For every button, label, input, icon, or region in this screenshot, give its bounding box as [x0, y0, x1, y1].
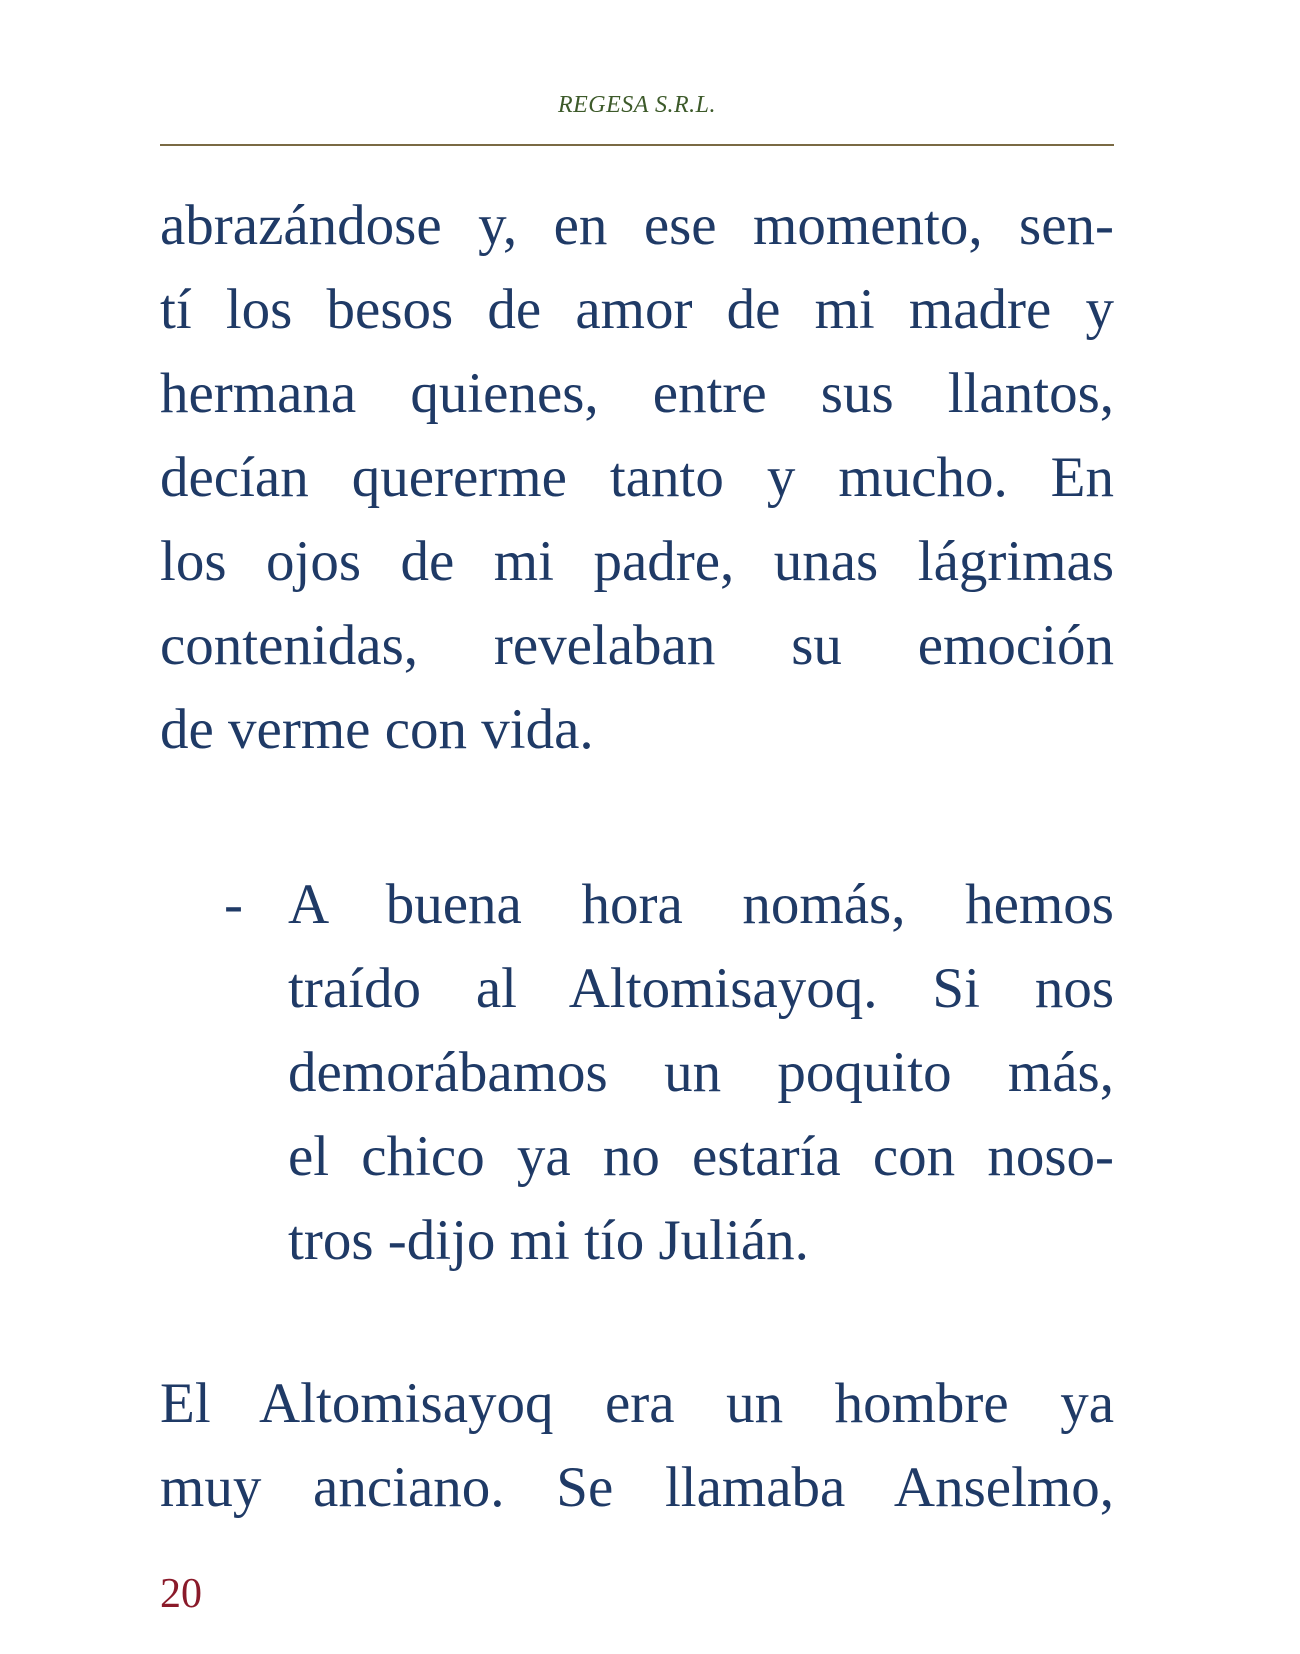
paragraph-line: decían quererme tanto y mucho. En	[160, 446, 1114, 509]
paragraph-line: hermana quienes, entre sus llantos,	[160, 362, 1114, 425]
paragraph-line: los ojos de mi padre, unas lágrimas	[160, 530, 1114, 593]
paragraph-line: tí los besos de amor de mi madre y	[160, 278, 1114, 341]
paragraph-line: contenidas, revelaban su emoción	[160, 614, 1114, 677]
paragraph-line: de verme con vida.	[160, 698, 594, 761]
header-rule	[160, 144, 1114, 146]
paragraph-line: muy anciano. Se llamaba Anselmo,	[160, 1456, 1114, 1519]
paragraph-line: El Altomisayoq era un hombre ya	[160, 1372, 1114, 1435]
dialogue-line: el chico ya no estaría con noso-	[288, 1125, 1114, 1188]
page-number: 20	[160, 1571, 202, 1617]
running-header: REGESA S.R.L.	[557, 92, 717, 118]
dialogue-line: tros -dijo mi tío Julián.	[288, 1209, 809, 1272]
dialogue-lines	[288, 863, 1114, 1283]
dialogue-line: traído al Altomisayoq. Si nos	[288, 957, 1114, 1020]
paragraph-2	[160, 1362, 1114, 1530]
paragraph-line: abrazándose y, en ese momento, sen-	[160, 194, 1114, 257]
dialogue-line: A buena hora nomás, hemos	[288, 873, 1114, 936]
dialogue-dash: -	[224, 873, 243, 936]
paragraph-1	[160, 184, 1114, 772]
dialogue-line: demorábamos un poquito más,	[288, 1041, 1114, 1104]
